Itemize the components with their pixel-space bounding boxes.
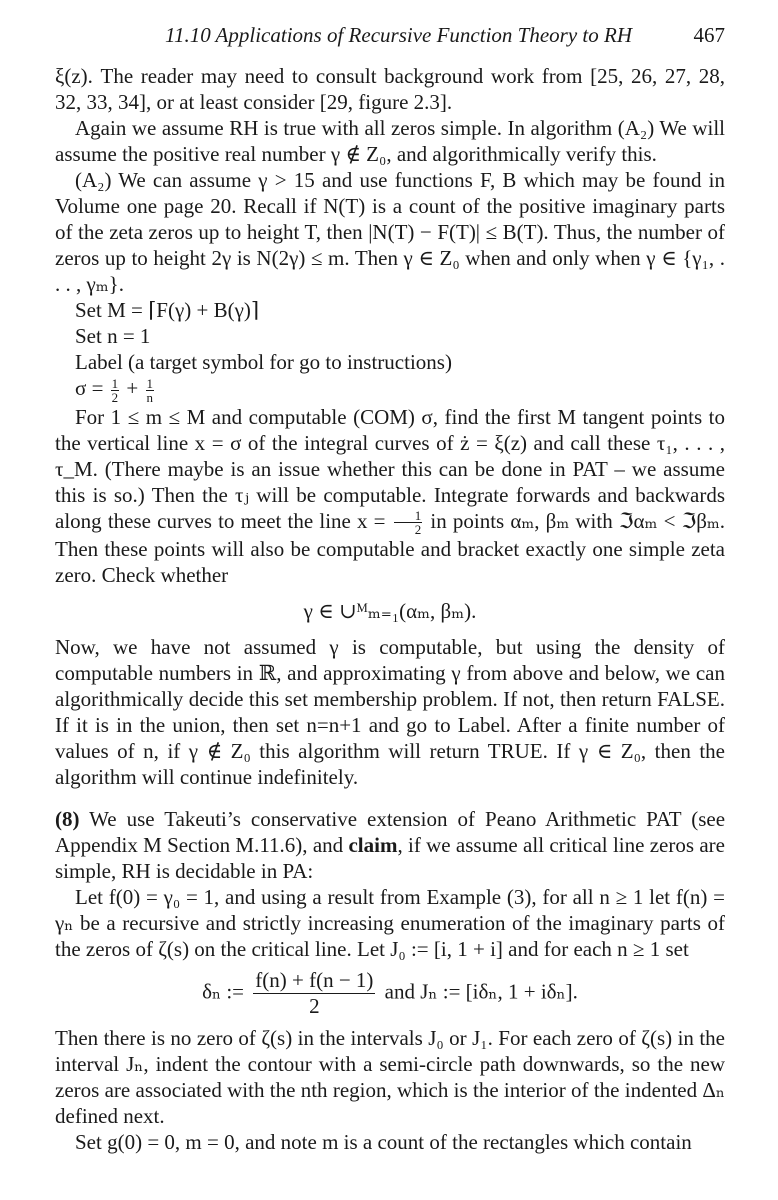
fraction-one-half: $\frac{1}{2}$ xyxy=(111,375,119,405)
step-set-m: Set M = ⌈F(γ) + B(γ)⌉ xyxy=(75,298,260,322)
sigma-lhs: σ = xyxy=(75,376,104,400)
claim-keyword: claim xyxy=(348,833,398,858)
running-title: 11.10 Applications of Recursive Function Theory to RH xyxy=(165,23,632,47)
paragraph-item-8: (8) We use Takeuti’s conservative extension of Peano Arithmetic PAT (see Appendix M Section M.11.6), and claim, if we assume all critical line zeros are simple, RH is decidable in PA: xyxy=(55,807,726,884)
paragraph-background: ξ(z). The reader may need to consult background work from [25, 26, 27, 28, 32, 33, 34], or at least consider [29, figure 2.3]. xyxy=(55,64,725,114)
page-body xyxy=(55,63,725,1155)
paragraph-assume-rh: Again we assume RH is true with all zeros simple. In algorithm (A₂) We will assume the positive real number γ ∉ Z₀, and algorithmically verify this. xyxy=(55,116,725,166)
paragraph-density: Now, we have not assumed γ is computable, but using the density of computable numbers in ℝ, and approximating γ from above and below, we can algorithmically decide this set membership problem. If not, then return FALSE. If it is in the union, then set n=n+1 and go to Label. After a finite number of values of n, if γ ∉ Z₀ this algorithm will return TRUE. If γ ∈ Z₀, then the algorithm will continue indefinitely. xyxy=(55,635,725,790)
equation-delta: δₙ := $\frac{f(n) + f(n - 1)}{2}$ and Jₙ := [iδₙ, 1 + iδₙ]. xyxy=(202,968,578,1019)
step-label: Label (a target symbol for go to instructions) xyxy=(75,350,452,374)
delta-fraction: $\frac{f(n) + f(n - 1)}{2}$ xyxy=(255,968,374,1019)
step-set-n: Set n = 1 xyxy=(75,324,151,348)
paragraph-set-g: Set g(0) = 0, m = 0, and note m is a count of the rectangles which contain xyxy=(75,1130,692,1155)
running-header xyxy=(55,22,725,48)
paragraph-no-zero: Then there is no zero of ζ(s) in the intervals J₀ or J₁. For each zero of ζ(s) in the interval Jₙ, indent the contour with a semi-circle path downwards, so the new zeros are associated with the nth region, which is the interior of the indented Δₙ defined next. xyxy=(55,1026,725,1129)
paragraph-enumeration: Let f(0) = γ₀ = 1, and using a result from Example (3), for all n ≥ 1 let f(n) = γₙ be a recursive and strictly increasing enumeration of the imaginary parts of the zeros of ζ(s) on the critical line. Let J₀ := [i, 1 + i] and for each n ≥ 1 set xyxy=(55,885,725,962)
paragraph-algorithm-a2: (A₂) We can assume γ > 15 and use functions F, B which may be found in Volume one page 20. Recall if N(T) is a count of the positive imaginary parts of the zeta zeros up to height T, then |N(T) − F(T)| ≤ B(T). Thus, the number of zeros up to height 2γ is N(2γ) ≤ m. Then γ ∈ Z₀ when and only when γ ∈ {γ₁, . . . , γₘ}. xyxy=(55,168,725,296)
page-number: 467 xyxy=(693,23,725,47)
step-sigma xyxy=(75,375,725,404)
fraction-one-half-inline: $\frac{1}{2}$ xyxy=(394,509,423,536)
paragraph-tangent-points: For 1 ≤ m ≤ M and computable (COM) σ, find the first M tangent points to the vertical line x = σ of the integral curves of ż = ξ(z) and call these τ₁, . . . , τ_M. (There maybe is an issue whether this can be done in PAT – we assume this is so.) Then the τⱼ will be computable. Integrate forwards and backwards along these curves to meet the line x = $\frac{1}{2}$ in points αₘ, βₘ with ℑαₘ < ℑβₘ. Then these points will also be computable and bracket exactly one simple zeta zero. Check whether xyxy=(55,404,726,588)
equation-union: γ ∈ ∪ᴹₘ₌₁(αₘ, βₘ). xyxy=(303,599,477,624)
fraction-one-over-n: $\frac{1}{n}$ xyxy=(146,375,154,405)
sigma-plus: + xyxy=(126,376,139,400)
item-number: (8) xyxy=(55,807,80,832)
